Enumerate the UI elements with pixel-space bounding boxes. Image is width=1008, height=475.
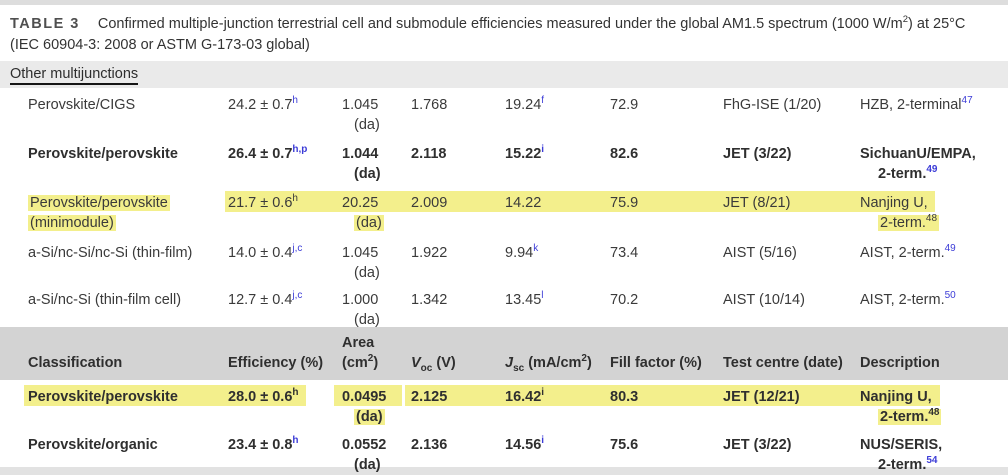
cell-voc: 2.118 [411, 145, 447, 162]
column-header-test-centre: Test centre (date) [723, 354, 843, 371]
cell-area: 1.045 (da) [342, 96, 380, 133]
cell-efficiency: 24.2 ± 0.7$^h$ [228, 95, 298, 113]
cell-area: 1.000 (da) [342, 291, 380, 328]
cell-fill-factor: 75.6 [610, 436, 639, 453]
cell-test-centre: JET (12/21) [723, 388, 800, 405]
footnote-marker: i [541, 387, 545, 398]
cell-efficiency: $14.0 \pm 0.4^{j,c}$ [228, 243, 303, 261]
footnote-marker: h [292, 435, 299, 446]
footnote-marker: k [533, 243, 539, 254]
table-row-highlighted [0, 186, 1008, 236]
cell-jsc: 9.94$^k$ [505, 243, 539, 261]
cell-test-centre: JET (3/22) [723, 145, 792, 162]
column-header-voc: $V_{oc}$ (V) [411, 354, 456, 374]
cell-efficiency: 23.4 ± 0.8$^h$ [228, 435, 299, 453]
column-header-description: Description [860, 354, 940, 371]
footnote-marker: h [292, 193, 298, 204]
citation-link[interactable]: 54 [926, 455, 938, 466]
cell-test-centre: FhG-ISE (1/20) [723, 96, 822, 113]
cell-fill-factor: 72.9 [610, 96, 639, 113]
footnote-marker: i [541, 144, 545, 155]
citation-link[interactable]: 49 [944, 243, 956, 254]
column-header-efficiency: Efficiency (%) [228, 354, 324, 371]
footnote-marker: l [541, 290, 544, 301]
table-row [0, 88, 1008, 137]
cell-description: AIST, 2-term.$^{49}$ [860, 243, 956, 261]
footnote-marker: f [541, 95, 545, 106]
citation-link[interactable]: 50 [944, 290, 956, 301]
cell-description: Nanjing U, 2-term.$^{48}$ [860, 194, 938, 231]
cell-voc: 1.922 [411, 244, 448, 261]
cell-efficiency: $12.7 \pm 0.4^{j,c}$ [228, 290, 303, 308]
cell-jsc: 13.45$^l$ [505, 290, 544, 308]
cell-voc: 1.768 [411, 96, 448, 113]
section-header-band [0, 61, 1008, 88]
cell-description: AIST, 2-term.$^{50}$ [860, 290, 956, 308]
cell-classification: Perovskite/perovskite [28, 388, 178, 405]
citation-link[interactable]: 49 [926, 164, 938, 175]
column-header-fill-factor: Fill factor (%) [610, 354, 702, 371]
cell-fill-factor: 82.6 [610, 145, 639, 162]
table-header-row [0, 327, 1008, 380]
cell-jsc: 14.22 [505, 194, 542, 211]
table-row-highlighted [0, 380, 1008, 430]
cell-area: 1.044 (da) [342, 145, 381, 182]
cell-classification: Perovskite/CIGS [28, 96, 136, 113]
table-row [0, 137, 1008, 186]
table-label: TABLE 3 [10, 15, 80, 32]
table-row [0, 430, 1008, 472]
table-caption [0, 0, 1008, 58]
citation-link[interactable]: 48 [925, 213, 938, 224]
table-row [0, 236, 1008, 285]
footnote-marker: j,c [292, 290, 303, 301]
cell-jsc: 14.56$^i$ [505, 435, 545, 453]
cell-test-centre: AIST (10/14) [723, 291, 805, 308]
cell-jsc: 16.42$^i$ [505, 387, 545, 405]
cell-voc: 2.125 [411, 388, 448, 405]
cell-description: SichuanU/EMPA, 2-term.$^{49}$ [860, 145, 976, 182]
column-header-area: Area $(cm^2)$ [342, 334, 379, 371]
cell-classification: Perovskite/organic [28, 436, 158, 453]
cell-fill-factor: 73.4 [610, 244, 639, 261]
cell-classification: a-Si/nc-Si/nc-Si (thin-film) [28, 244, 193, 261]
citation-link[interactable]: 48 [928, 407, 940, 418]
caption-superscript: 2 [902, 14, 909, 25]
cell-area: 0.0552 (da) [342, 436, 387, 473]
table-row [0, 285, 1008, 327]
footnote-marker: j,c [292, 243, 303, 254]
cell-description: NUS/SERIS, 2-term.$^{54}$ [860, 436, 943, 473]
cell-efficiency: 28.0 ± 0.6$^h$ [228, 387, 299, 405]
cell-classification: Perovskite/perovskite (minimodule) [30, 194, 168, 231]
cell-fill-factor: 75.9 [610, 194, 639, 211]
cell-voc: 2.136 [411, 436, 448, 453]
footnote-marker: i [541, 435, 545, 446]
footnote-marker: h,p [292, 144, 308, 155]
cell-classification: a-Si/nc-Si (thin-film cell) [28, 291, 182, 308]
cell-test-centre: JET (8/21) [723, 194, 791, 211]
section-header: Other multijunctions [10, 66, 138, 85]
footnote-marker: h [292, 387, 299, 398]
cell-test-centre: AIST (5/16) [723, 244, 797, 261]
column-header-jsc: $J_{sc}$ $(mA/cm^2)$ [505, 353, 592, 374]
cell-voc: 1.342 [411, 291, 448, 308]
citation-link[interactable]: 47 [961, 95, 973, 106]
caption-text-tail: ) at 25°C (IEC 60904-3: 2008 or ASTM G-173-03 global) [10, 15, 966, 53]
footnote-marker: h [292, 95, 298, 106]
cell-efficiency: 21.7 ± 0.6$^h$ [228, 193, 298, 211]
cell-area: 0.0495 (da) [342, 388, 387, 425]
cell-area: 1.045 (da) [342, 244, 380, 281]
cell-description: Nanjing U, 2-term.$^{48}$ [860, 388, 940, 425]
top-divider [0, 0, 1008, 5]
cell-jsc: 19.24$^f$ [505, 95, 545, 113]
cell-fill-factor: 80.3 [610, 388, 639, 405]
bottom-divider [0, 467, 1008, 475]
cell-efficiency: $26.4 \pm 0.7^{h,p}$ [228, 144, 308, 162]
cell-area: 20.25 (da) [342, 194, 382, 231]
cell-voc: 2.009 [411, 194, 448, 211]
caption-text: Confirmed multiple-junction terrestrial cell and submodule efficiencies measured under the global AM1.5 spectrum (1000 W/m [97, 15, 903, 32]
cell-classification: Perovskite/perovskite [28, 145, 178, 162]
column-header-classification: Classification [28, 354, 123, 371]
cell-test-centre: JET (3/22) [723, 436, 792, 453]
cell-fill-factor: 70.2 [610, 291, 639, 308]
cell-jsc: 15.22$^i$ [505, 144, 545, 162]
cell-description: HZB, 2-terminal$^{47}$ [860, 95, 973, 113]
